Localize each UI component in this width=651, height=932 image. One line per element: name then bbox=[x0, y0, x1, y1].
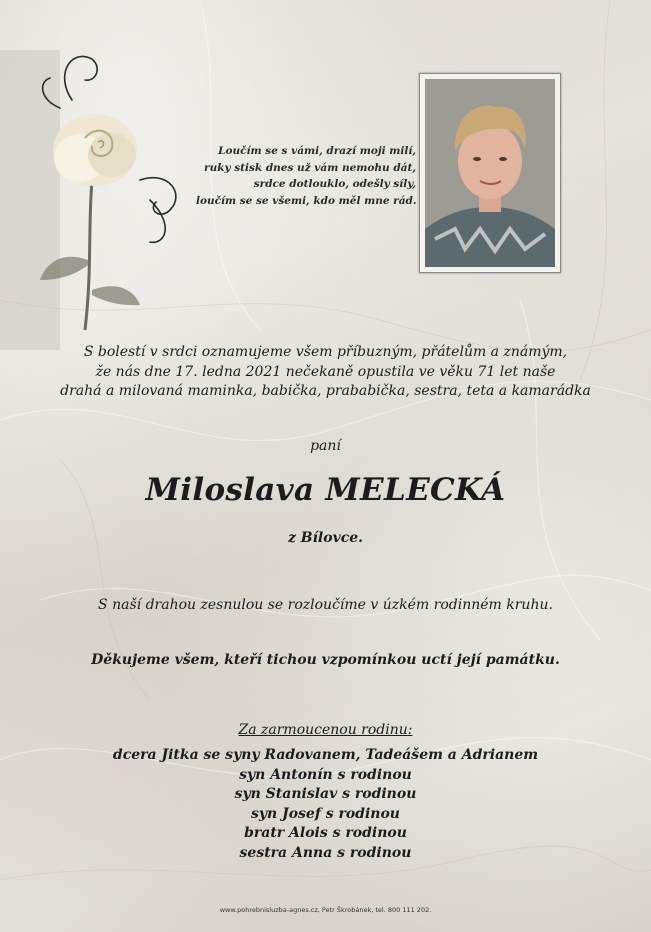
portrait-frame bbox=[419, 73, 561, 273]
family-list bbox=[0, 746, 651, 863]
family-heading: Za zarmoucenou rodinu: bbox=[238, 722, 413, 738]
announcement bbox=[0, 343, 651, 402]
poem-line: loučím se se všemi, kdo měl mne rád. bbox=[196, 194, 417, 207]
deceased-name: Miloslava MELECKÁ bbox=[145, 472, 506, 508]
footer-contact: www.pohrebnisluzba-agnes.cz, Petr Škrobánek, tel. 800 111 202. bbox=[219, 906, 432, 914]
family-member: bratr Alois s rodinou bbox=[244, 825, 407, 841]
family-member: syn Stanislav s rodinou bbox=[234, 786, 417, 802]
announcement-line: S bolestí v srdci oznamujeme všem příbuzným, přátelům a známým, bbox=[83, 344, 568, 360]
family-member: sestra Anna s rodinou bbox=[239, 844, 412, 861]
farewell-text: S naší drahou zesnulou se rozloučíme v úzkém rodinném kruhu. bbox=[98, 597, 553, 613]
poem bbox=[196, 143, 416, 209]
announcement-line: drahá a milovaná maminka, babička, prababička, sestra, teta a kamarádka bbox=[60, 383, 591, 399]
family-member: syn Josef s rodinou bbox=[251, 805, 400, 822]
family-member: dcera Jitka se syny Radovanem, Tadeášem a Adrianem bbox=[112, 747, 539, 763]
poem-line: ruky stisk dnes už vám nemohu dát, bbox=[204, 161, 416, 174]
poem-line: Loučím se s vámi, drazí moji milí, bbox=[218, 145, 416, 157]
poem-line: srdce dotlouklo, odešly síly, bbox=[253, 178, 416, 190]
origin: z Bílovce. bbox=[287, 530, 364, 546]
white-rose-icon bbox=[0, 30, 200, 360]
thanks-text: Děkujeme všem, kteří tichou vzpomínkou uctí její památku. bbox=[91, 652, 560, 668]
portrait-photo bbox=[425, 79, 555, 267]
family-member: syn Antonín s rodinou bbox=[239, 766, 412, 783]
honorific: paní bbox=[310, 438, 341, 454]
announcement-line: že nás dne 17. ledna 2021 nečekaně opustila ve věku 71 let naše bbox=[95, 363, 556, 380]
